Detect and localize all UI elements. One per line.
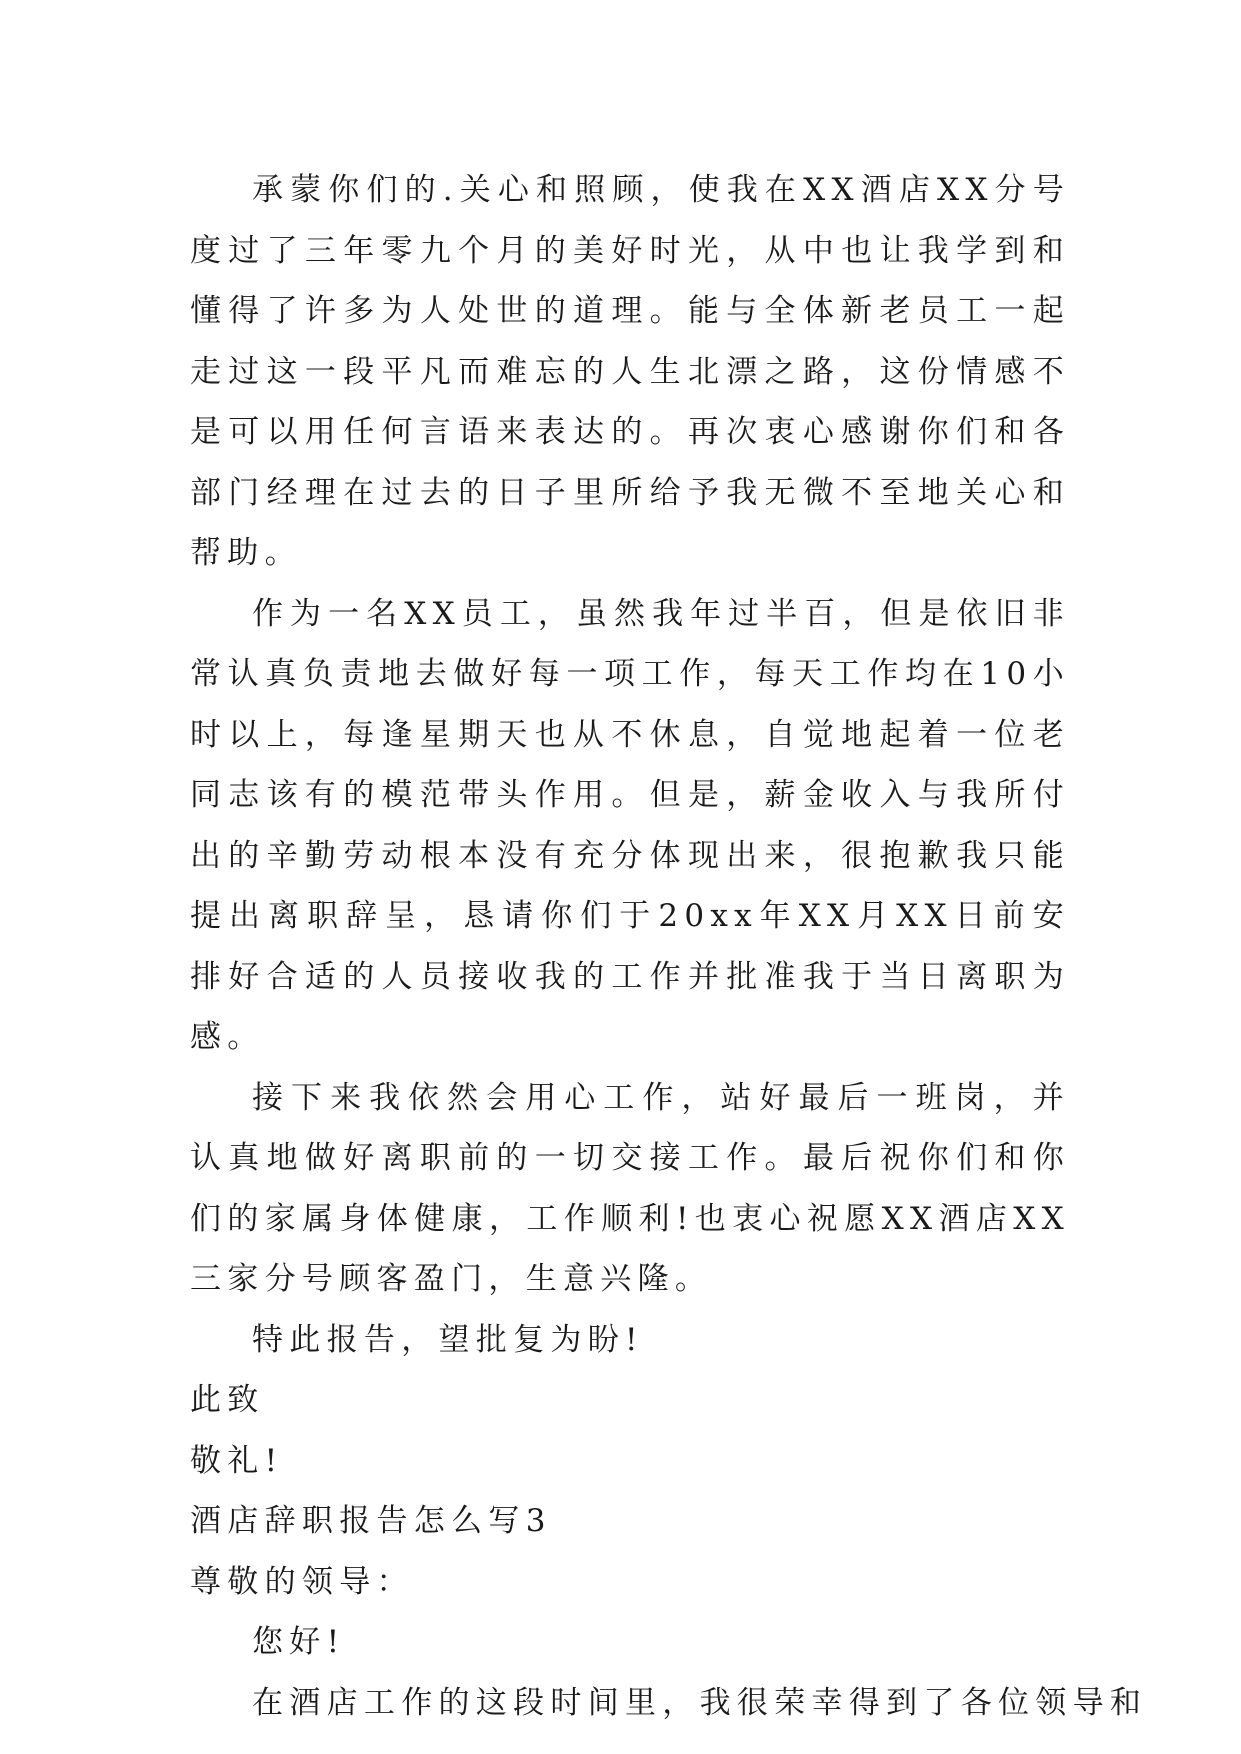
opening-line: 在酒店工作的这段时间里，我很荣幸得到了各位领导和 [252, 1684, 1148, 1721]
section-title: 酒店辞职报告怎么写3 [190, 1503, 552, 1539]
paragraph-gratitude: 承蒙你们的.关心和照顾，使我在XX酒店XX分号度过了三年零九个月的美好时光，从中也让我学到和懂得了许多为人处世的道理。能与全体新老员工一起走过这一段平凡而难忘的人生北漂之路，这份情感不是可以用任何言语来表达的。再次衷心感谢你们和各部门经理在过去的日子里所给予我无微不至地关心和帮助。 [190, 172, 1070, 571]
salutation-line-2: 敬礼! [190, 1442, 284, 1479]
document-body [190, 160, 1148, 1733]
paragraph-farewell: 接下来我依然会用心工作，站好最后一班岗，并认真地做好离职前的一切交接工作。最后祝你们和你们的家属身体健康，工作顺利!也衷心祝愿XX酒店XX三家分号顾客盈门，生意兴隆。 [190, 1079, 1070, 1297]
paragraph-reason: 作为一名XX员工，虽然我年过半百，但是依旧非常认真负责地去做好每一项工作，每天工作均在10小时以上，每逢星期天也从不休息，自觉地起着一位老同志该有的模范带头作用。但是，薪金收入与我所付出的辛勤劳动根本没有充分体现出来，很抱歉我只能提出离职辞呈，恳请你们于20xx年XX月XX日前安排好合适的人员接收我的工作并批准我于当日离职为感。 [190, 595, 1070, 1055]
closing-request: 特此报告，望批复为盼! [252, 1321, 644, 1358]
salutation-line-1: 此致 [190, 1382, 265, 1418]
addressee: 尊敬的领导： [190, 1563, 414, 1600]
greeting: 您好! [252, 1624, 346, 1660]
